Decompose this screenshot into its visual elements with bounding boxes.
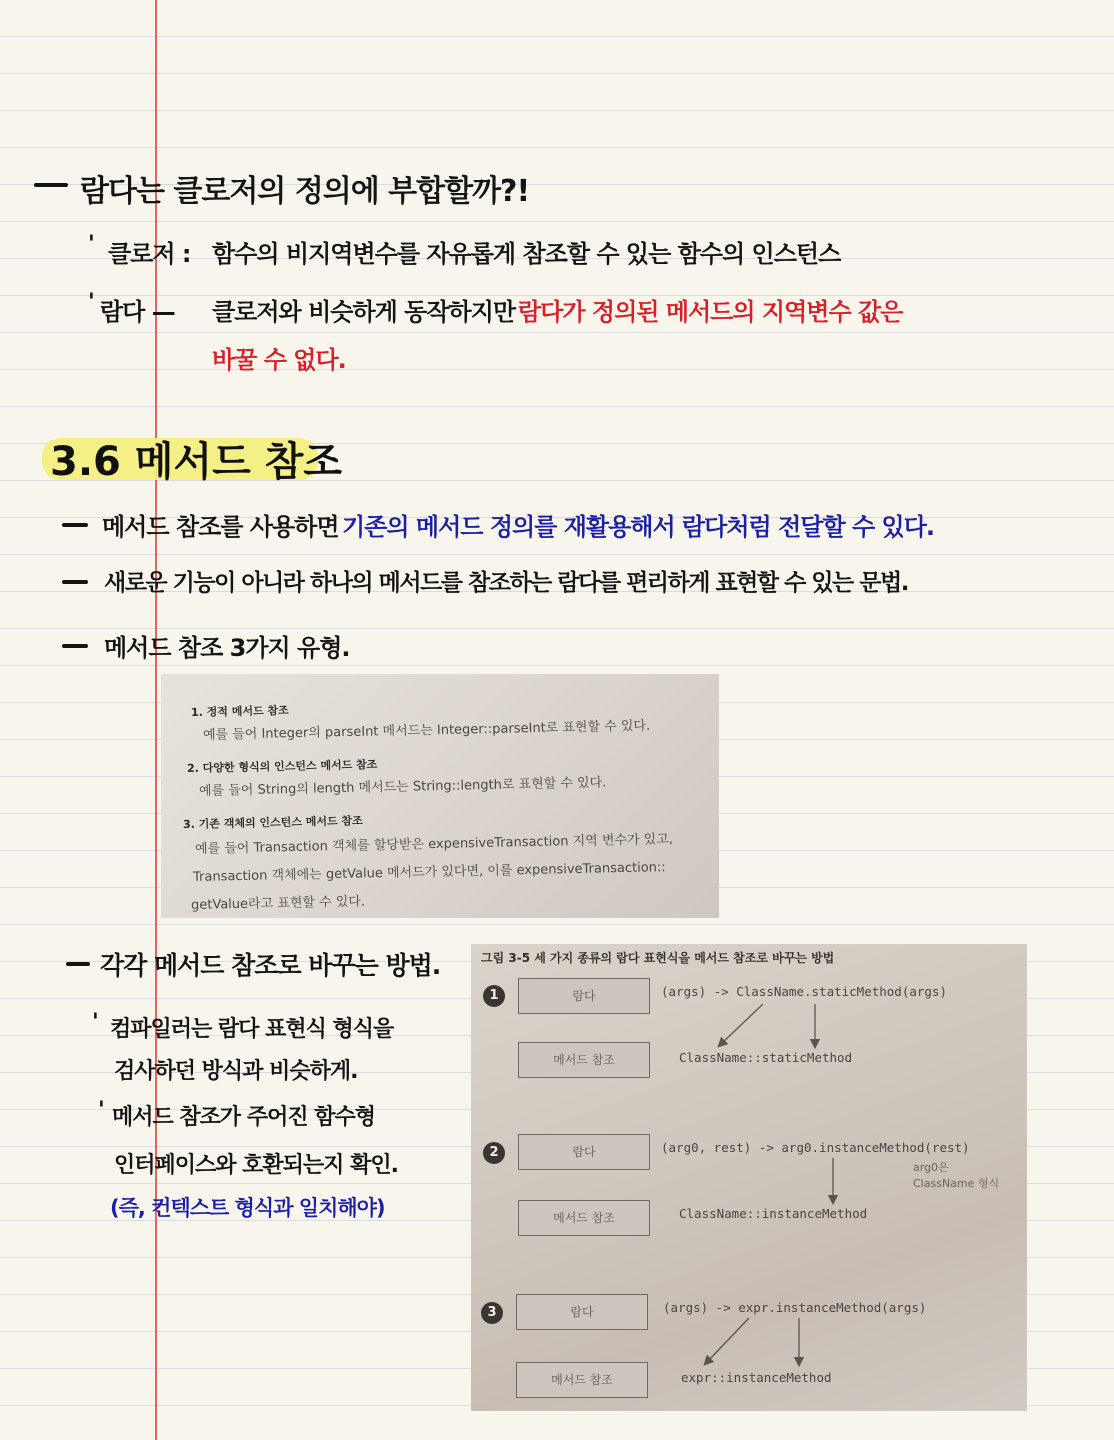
bullet-mark: ' [92,1010,99,1035]
mr-line-1-blue: 기존의 메서드 정의를 재활용해서 람다처럼 전달할 수 있다. [342,513,935,541]
convert-note-3: (즉, 컨텍스트 형식과 일치해야) [110,1196,385,1220]
bullet-mark: ' [88,290,95,315]
dash-marker [34,183,68,187]
ref-box-3: 메서드 참조 [516,1362,648,1398]
ref-box-1: 메서드 참조 [518,1042,650,1078]
closure-label: 클로저 : [108,240,191,268]
lambda-desc-red-2: 바꿀 수 없다. [212,346,346,374]
ref-box-2: 메서드 참조 [518,1200,650,1236]
mr-line-1-black: 메서드 참조를 사용하면 [102,513,339,541]
arrow-row-1-left [721,1004,763,1044]
mr-line-3: 메서드 참조 3가지 유형. [104,634,350,662]
figure-note-1: arg0은 [913,1161,949,1174]
question-title: 람다는 클로저의 정의에 부합할까?! [80,174,530,209]
book-item-2-text: 예를 들어 String의 length 메서드는 String::length로 표현할 수 있다. [198,775,607,799]
dash-marker [62,523,88,527]
dash-marker [62,644,88,648]
lambda-desc-black: 클로저와 비슷하게 동작하지만 [212,298,516,326]
bullet-mark: ' [98,1098,105,1123]
figure-photo [471,944,1027,1411]
lambda-label: 람다 — [100,298,175,326]
closure-definition: 함수의 비지역변수를 자유롭게 참조할 수 있는 함수의 인스턴스 [212,240,841,268]
book-item-3-text-c: getValue라고 표현할 수 있다. [190,894,366,913]
figure-note-2: ClassName 형식 [913,1177,1000,1190]
book-item-3-heading: 3. 기존 객체의 인스턴스 메서드 참조 [182,814,363,831]
ref-code-1: ClassName::staticMethod [679,1050,853,1065]
book-item-2-heading: 2. 다양한 형식의 인스턴스 메서드 참조 [186,758,378,775]
convert-title: 각각 메서드 참조로 바꾸는 방법. [100,951,441,980]
figure-title: 그림 3-5 세 가지 종류의 람다 표현식을 메서드 참조로 바꾸는 방법 [481,951,835,965]
ref-code-3: expr::instanceMethod [681,1370,832,1385]
dash-marker [66,962,90,966]
mr-line-2: 새로운 기능이 아니라 하나의 메서드를 참조하는 람다를 편리하게 표현할 수 있는 문법. [104,570,908,596]
convert-note-2a: 메서드 참조가 주어진 함수형 [112,1105,376,1130]
lambda-code-2: (arg0, rest) -> arg0.instanceMethod(rest) [661,1140,970,1155]
book-item-3-text-a: 예를 들어 Transaction 객체를 할당받은 expensiveTransaction 지역 변수가 있고, [194,831,674,857]
lambda-code-1: (args) -> ClassName.staticMethod(args) [661,984,947,999]
book-item-3-text-b: Transaction 객체에는 getValue 메서드가 있다면, 이를 expensiveTransaction:: [192,860,666,885]
convert-note-2b: 인터페이스와 호환되는지 확인. [114,1153,398,1178]
bullet-mark: ' [88,232,95,257]
book-excerpt-photo [161,674,719,918]
section-heading: 3.6 메서드 참조 [50,439,342,485]
dash-marker [62,580,88,584]
ref-code-2: ClassName::instanceMethod [679,1206,868,1221]
convert-note-1a: 컴파일러는 람다 표현식 형식을 [110,1017,394,1042]
lambda-box-1: 람다 [518,978,650,1014]
lambda-box-3: 람다 [516,1294,648,1330]
step-number-3: 3 [481,1302,503,1324]
step-number-1: 1 [483,985,505,1007]
book-item-1-heading: 1. 정적 메서드 참조 [190,703,289,719]
arrow-row-3-left [707,1318,749,1362]
convert-note-1b: 검사하던 방식과 비슷하게. [114,1059,358,1084]
lambda-desc-red-1: 람다가 정의된 메서드의 지역변수 값은 [518,298,903,326]
lambda-code-3: (args) -> expr.instanceMethod(args) [663,1300,927,1315]
lambda-box-2: 람다 [518,1134,650,1170]
book-item-1-text: 예를 들어 Integer의 parseInt 메서드는 Integer::parseInt로 표현할 수 있다. [202,718,651,743]
step-number-2: 2 [483,1142,505,1164]
margin-line [155,0,157,1440]
